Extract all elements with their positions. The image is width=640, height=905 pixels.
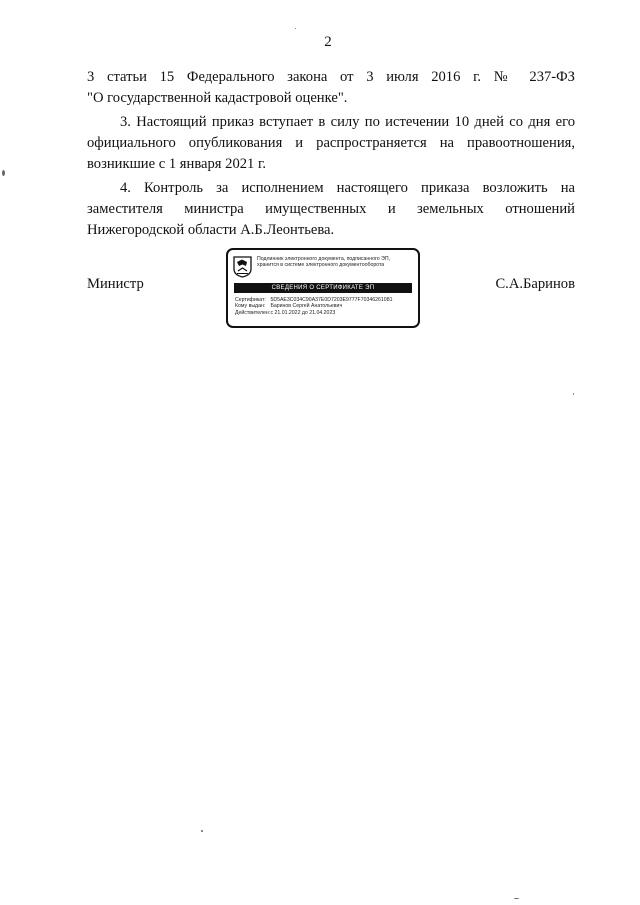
certificate-label: Сертификат: — [235, 297, 266, 303]
stamp-header-line-2: хранится в системе электронного документооборота — [257, 262, 385, 269]
validity-row — [235, 310, 415, 316]
scan-speck — [573, 393, 574, 395]
validity-value: с 21.01.2022 до 21.04.2023 — [270, 309, 336, 316]
signer-name: С.А.Баринов — [495, 276, 575, 292]
page-number: 2 — [324, 34, 332, 50]
document-body — [87, 67, 575, 241]
paragraph-4: 4. Контроль за исполнением настоящего приказа возложить на заместителя министра имущественных и земельных отношений Нижегородской области А.Б.Леонтьева. — [87, 180, 575, 238]
stamp-details — [235, 297, 415, 316]
paragraph-1-line-2: "О государственной кадастровой оценке". — [87, 90, 348, 106]
validity-label: Действителен: — [235, 309, 271, 316]
stamp-banner: СВЕДЕНИЯ О СЕРТИФИКАТЕ ЭП — [234, 283, 412, 293]
issued-to-value: Баринов Сергей Анатольевич — [270, 303, 343, 310]
scan-speck — [514, 898, 519, 899]
scan-speck — [201, 830, 203, 832]
paragraph-3: 3. Настоящий приказ вступает в силу по истечении 10 дней со дня его официального опубликования и распространяется на правоотношения, возникшие с 1 января 2021 г. — [87, 114, 575, 172]
signer-title: Министр — [87, 276, 144, 292]
stamp-header — [257, 256, 417, 269]
certificate-value: 5D5AE3C034C90A37E0D7203E9777F70346261081 — [270, 297, 393, 303]
issued-to-label: Кому выдан: — [235, 303, 266, 310]
stamp-header-line-1: Подлинник электронного документа, подписанного ЭП, — [257, 256, 391, 262]
coat-of-arms-icon — [233, 256, 252, 278]
scan-speck — [2, 170, 5, 176]
scan-speck — [295, 28, 296, 29]
electronic-signature-stamp — [226, 248, 420, 328]
paragraph-1-line-1: 3 статьи 15 Федерального закона от 3 июля 2016 г. № 237-ФЗ — [87, 69, 575, 85]
